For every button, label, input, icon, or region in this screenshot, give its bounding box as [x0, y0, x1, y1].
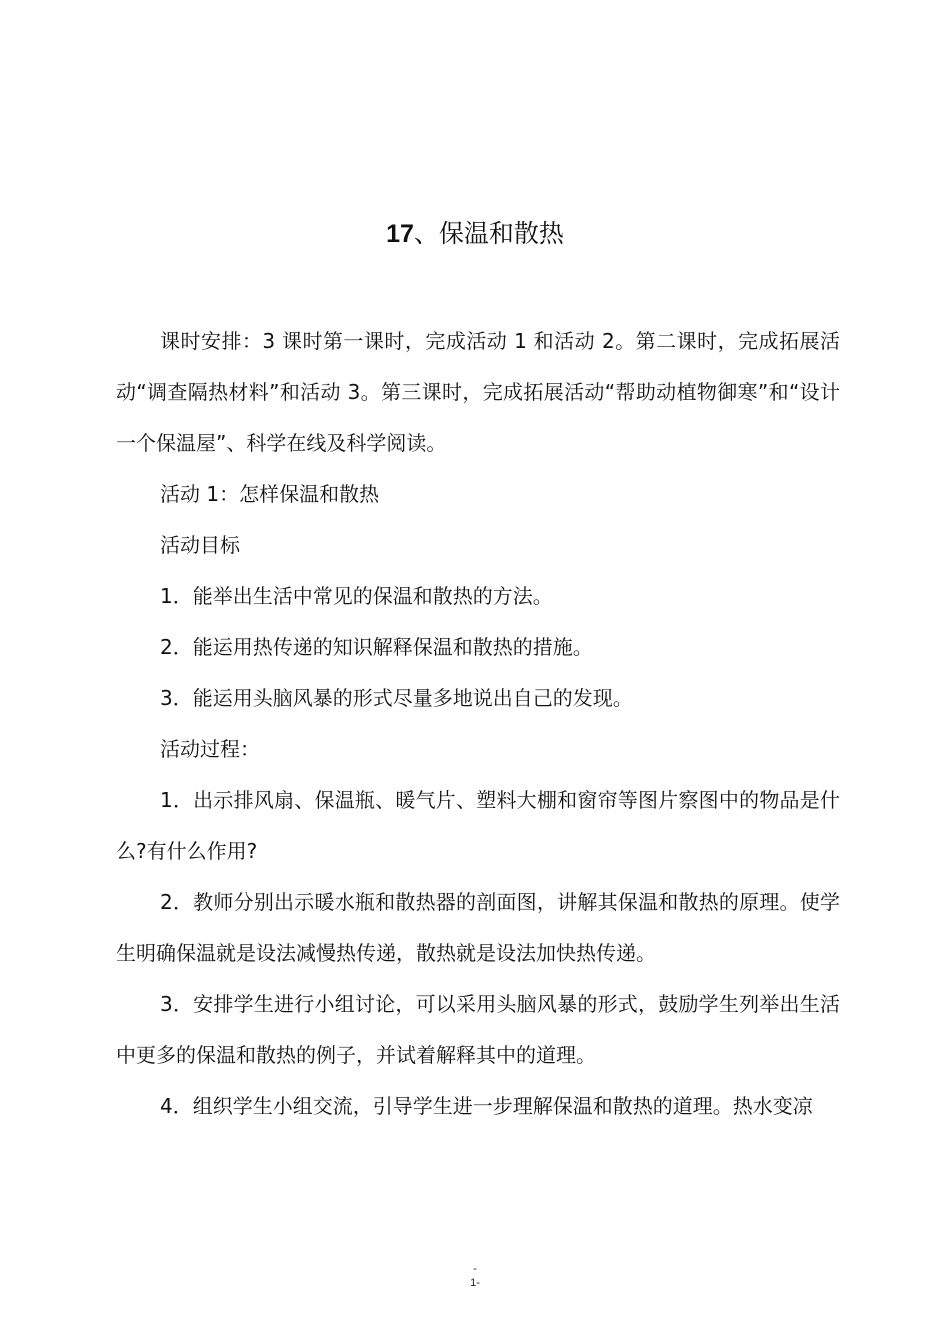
paragraph-process-2: 2．教师分别出示暖水瓶和散热器的剖面图，讲解其保温和散热的原理。使学生明确保温就是设法减慢热传递，散热就是设法加快热传递。 [116, 890, 840, 965]
page-footer [0, 1262, 950, 1290]
title-number: 17 [386, 220, 414, 248]
paragraph-objectives-heading: 活动目标 [160, 533, 240, 557]
footer-dash: - [473, 1263, 477, 1275]
document-body [116, 316, 840, 1132]
paragraph-process-3: 3．安排学生进行小组讨论，可以采用头脑风暴的形式，鼓励学生列举出生活中更多的保温和散热的例子，并试着解释其中的道理。 [116, 992, 840, 1067]
title-text: 、保温和散热 [413, 219, 564, 248]
paragraph-process-4: 4．组织学生小组交流，引导学生进一步理解保温和散热的道理。热水变凉 [160, 1094, 813, 1118]
paragraph-objective-3: 3．能运用头脑风暴的形式尽量多地说出自己的发现。 [160, 686, 633, 710]
paragraph-activity-heading: 活动 1：怎样保温和散热 [160, 482, 380, 506]
paragraph-objective-2: 2．能运用热传递的知识解释保温和散热的措施。 [160, 635, 593, 659]
paragraph-schedule: 课时安排：3 课时第一课时，完成活动 1 和活动 2。第二课时，完成拓展活动“调查隔热材料”和活动 3。第三课时，完成拓展活动“帮助动植物御寒”和“设计一个保温屋”、科学在线及科学阅读。 [116, 329, 840, 455]
paragraph-objective-1: 1．能举出生活中常见的保温和散热的方法。 [160, 584, 553, 608]
paragraph-process-1: 1．出示排风扇、保温瓶、暖气片、塑料大棚和窗帘等图片察图中的物品是什么?有什么作用? [116, 788, 840, 863]
page-title [0, 216, 950, 252]
page-number: 1- [470, 1277, 480, 1289]
paragraph-process-heading: 活动过程： [160, 737, 260, 761]
